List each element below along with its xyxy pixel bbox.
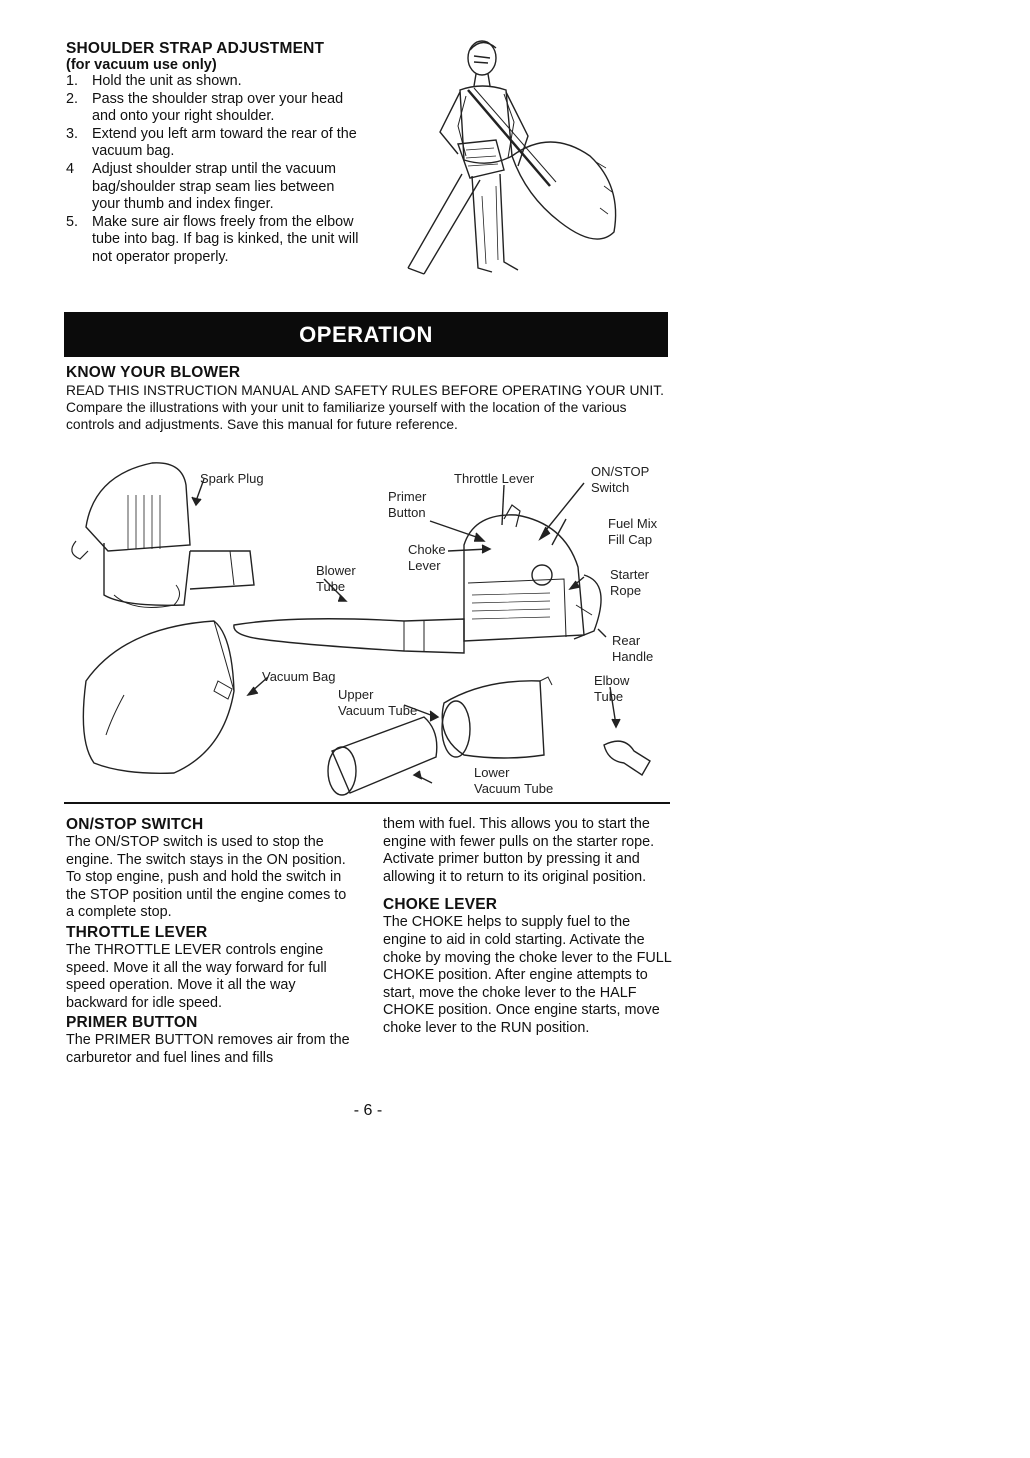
step-item (66, 126, 366, 161)
page-number: - 6 - (353, 1102, 383, 1119)
blower-side-housing (86, 463, 190, 551)
label-choke-lever: Choke Lever (408, 542, 446, 573)
label-blower-tube: Blower Tube (316, 563, 356, 594)
left-column (66, 816, 356, 1068)
step-text: Make sure air flows freely from the elbow tube into bag. If bag is kinked, the unit will not operator properly. (92, 213, 359, 265)
choke-lever-body: The CHOKE helps to supply fuel to the engine to aid in cold starting. Activate the choke by moving the choke lever to the FULL CHOKE position. After engine attempts to start, move the choke lever to the HALF CHOKE position. Once engine starts, move choke lever to the RUN position. (383, 914, 672, 1036)
know-your-blower-title: KNOW YOUR BLOWER (66, 364, 241, 381)
label-spark-plug: Spark Plug (200, 471, 264, 486)
step-number: 3. (66, 125, 79, 142)
on-stop-switch-title: ON/STOP SWITCH (66, 816, 204, 833)
primer-button-body: The PRIMER BUTTON removes air from the carburetor and fuel lines and fills (66, 1032, 350, 1066)
shoulder-strap-subtitle: (for vacuum use only) (66, 57, 217, 73)
label-vacuum-bag: Vacuum Bag (262, 669, 336, 684)
know-your-blower-body: READ THIS INSTRUCTION MANUAL AND SAFETY RULES BEFORE OPERATING YOUR UNIT. Compare the illustrations with your unit to familiarize yourself with the location of the various controls and adjustments. Save this manual for future reference. (66, 383, 664, 433)
step-text: Extend you left arm toward the rear of the vacuum bag. (92, 125, 357, 160)
section-divider (64, 802, 670, 804)
blower-tube-shape (234, 619, 464, 653)
choke-lever-title: CHOKE LEVER (383, 896, 498, 914)
step-item (66, 214, 366, 267)
step-number: 4 (66, 160, 75, 177)
throttle-lever-title: THROTTLE LEVER (66, 923, 208, 941)
step-item (66, 73, 366, 91)
label-fuel-mix-fill-cap: Fuel Mix Fill Cap (608, 516, 658, 547)
elbow-tube-shape (604, 741, 650, 775)
right-column (383, 816, 673, 1038)
shoulder-strap-steps (66, 73, 366, 267)
blower-parts-diagram (64, 455, 670, 800)
primer-button-title: PRIMER BUTTON (66, 1014, 198, 1032)
step-text: Adjust shoulder strap until the vacuum bag/shoulder strap seam lies between your thumb and index finger. (92, 160, 336, 213)
step-item (66, 161, 366, 214)
person-vacuum-illustration (400, 36, 640, 281)
blower-main-body (464, 515, 584, 641)
primer-button-body-continued: them with fuel. This allows you to start the engine with fewer pulls on the starter rope. Activate primer button by pressing it and allowing it to return to its original position. (383, 816, 655, 885)
vacuum-bag-shape (83, 621, 234, 773)
on-stop-switch-body: The ON/STOP switch is used to stop the engine. The switch stays in the ON position. To stop engine, push and hold the switch in the STOP position until the engine comes to a complete stop. (66, 834, 347, 921)
step-number: 2. (66, 90, 79, 107)
label-primer-button: Primer Button (388, 489, 427, 520)
label-throttle-lever: Throttle Lever (454, 471, 535, 486)
label-on-stop-switch: ON/STOP Switch (591, 464, 650, 495)
label-starter-rope: Starter Rope (610, 567, 650, 598)
upper-vacuum-tube-shape (442, 681, 544, 758)
label-rear-handle: Rear Handle (612, 633, 654, 664)
step-text: Pass the shoulder strap over your head and onto your right shoulder. (92, 90, 344, 125)
throttle-lever-body: The THROTTLE LEVER controls engine speed. Move it all the way forward for full speed operation. Move it all the way backward for idle speed. (66, 941, 327, 1011)
step-item (66, 91, 366, 126)
shoulder-strap-title: SHOULDER STRAP ADJUSTMENT (66, 40, 325, 57)
operation-banner: OPERATION (64, 312, 668, 357)
lower-vacuum-tube-shape (332, 717, 437, 793)
label-elbow-tube: Elbow Tube (594, 673, 630, 704)
step-number: 1. (66, 73, 79, 89)
label-upper-vacuum-tube: Upper Vacuum Tube (338, 687, 418, 718)
label-lower-vacuum-tube: Lower Vacuum Tube (474, 765, 554, 796)
step-number: 5. (66, 213, 79, 230)
step-text: Hold the unit as shown. (92, 73, 242, 89)
